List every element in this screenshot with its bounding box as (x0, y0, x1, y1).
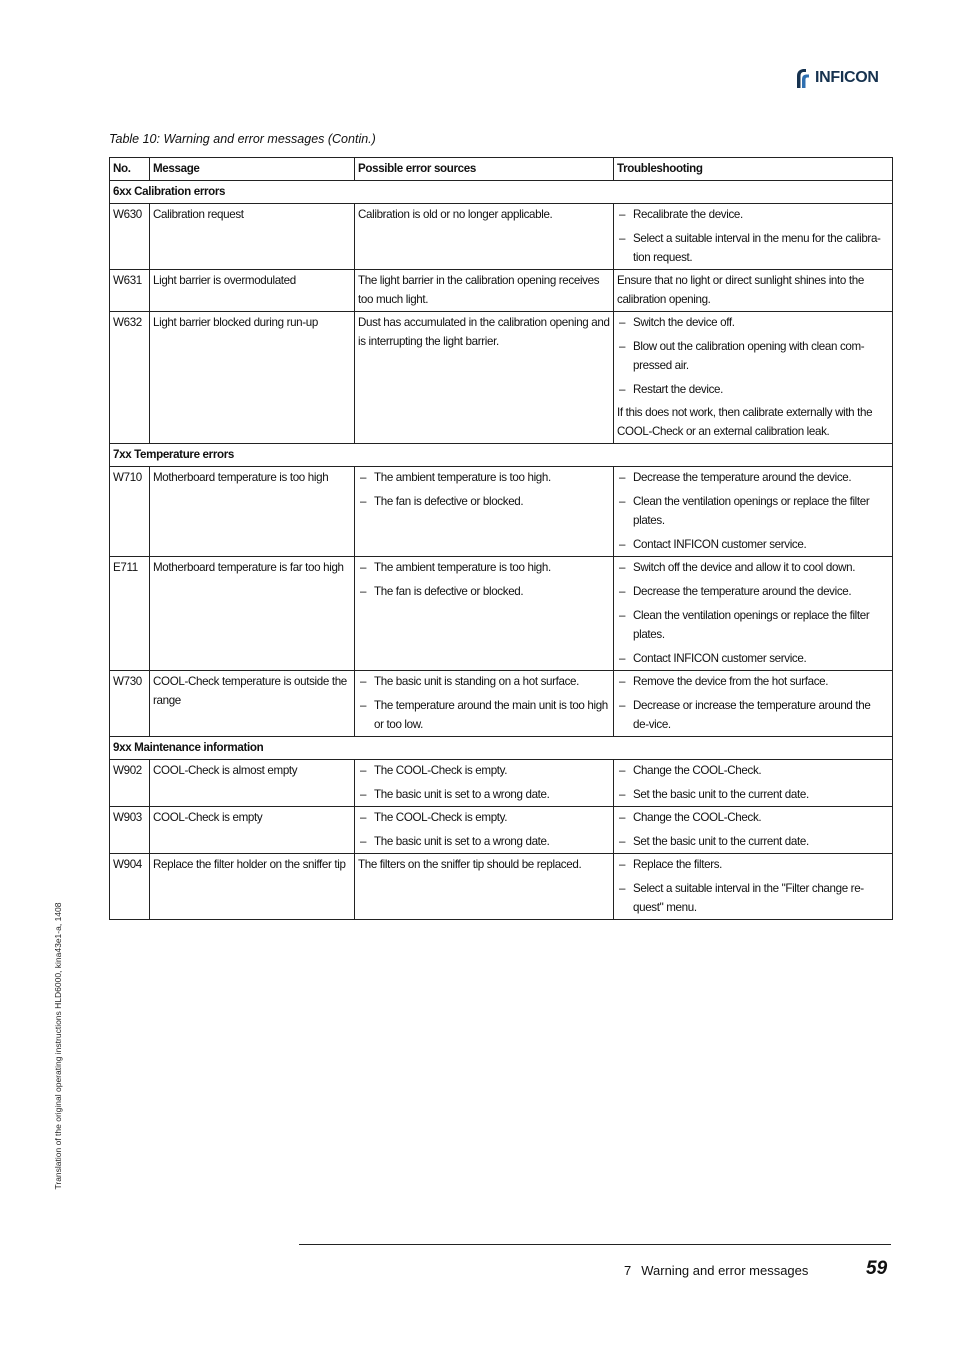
error-sources-cell (355, 270, 614, 312)
message-text: Motherboard temperature is too high (150, 467, 355, 557)
list-item: – Select a suitable interval in the menu for the calibra-tion request. (617, 229, 889, 267)
error-sources-text: Calibration is old or no longer applicable. (358, 208, 553, 221)
section-row (110, 181, 893, 204)
list-item: – Decrease the temperature around the device. (617, 582, 889, 601)
list-item: – Set the basic unit to the current date. (617, 832, 889, 851)
logo-text: INFICON (815, 69, 879, 86)
list-item: – The basic unit is standing on a hot surface. (358, 672, 610, 691)
message-text: COOL-Check is empty (150, 807, 355, 854)
message-code: W630 (110, 204, 150, 270)
error-sources-cell (355, 467, 614, 557)
error-sources-list (358, 672, 610, 734)
message-text: COOL-Check is almost empty (150, 760, 355, 807)
list-item: – Select a suitable interval in the "Filter change re-quest" menu. (617, 879, 889, 917)
error-sources-cell (355, 557, 614, 671)
table-row (110, 270, 893, 312)
troubleshooting-cell (614, 204, 893, 270)
error-sources-list (358, 468, 610, 511)
message-text: Replace the filter holder on the sniffer tip (150, 854, 355, 920)
table-row (110, 807, 893, 854)
message-code: W710 (110, 467, 150, 557)
list-item: – The basic unit is set to a wrong date. (358, 832, 610, 851)
error-sources-cell (355, 671, 614, 737)
troubleshooting-cell (614, 312, 893, 444)
troubleshooting-list (617, 808, 889, 851)
document-reference: Translation of the original operating instructions HLD6000, kina43e1-a, 1408 (53, 902, 63, 1190)
footer-rule (299, 1244, 891, 1245)
list-item: – The temperature around the main unit is too high or too low. (358, 696, 610, 734)
list-item: – Switch off the device and allow it to cool down. (617, 558, 889, 577)
troubleshooting-text: Ensure that no light or direct sunlight shines into the calibration opening. (617, 274, 864, 306)
inficon-logo (793, 67, 879, 89)
table-row (110, 854, 893, 920)
table-row (110, 312, 893, 444)
list-item: – Decrease or increase the temperature around the de-vice. (617, 696, 889, 734)
list-item: – Restart the device. (617, 380, 889, 399)
troubleshooting-note: If this does not work, then calibrate externally with the COOL-Check or an external calibration leak. (617, 406, 873, 438)
list-item: – Blow out the calibration opening with clean com-pressed air. (617, 337, 889, 375)
message-text: Motherboard temperature is far too high (150, 557, 355, 671)
table-row (110, 467, 893, 557)
list-item: – Remove the device from the hot surface. (617, 672, 889, 691)
header-message: Message (150, 158, 355, 181)
footer-chapter (624, 1263, 808, 1278)
message-code: W903 (110, 807, 150, 854)
troubleshooting-list (617, 855, 889, 917)
table-header-row (110, 158, 893, 181)
section-title: 6xx Calibration errors (110, 181, 893, 204)
message-text: COOL-Check temperature is outside the range (150, 671, 355, 737)
list-item: – The ambient temperature is too high. (358, 468, 610, 487)
troubleshooting-list (617, 205, 889, 267)
message-text: Light barrier blocked during run-up (150, 312, 355, 444)
message-text: Calibration request (150, 204, 355, 270)
list-item: – The fan is defective or blocked. (358, 582, 610, 601)
list-item: – The COOL-Check is empty. (358, 761, 610, 780)
list-item: – Clean the ventilation openings or replace the filter plates. (617, 606, 889, 644)
troubleshooting-list (617, 761, 889, 804)
warning-error-table (109, 157, 893, 920)
list-item: – The ambient temperature is too high. (358, 558, 610, 577)
list-item: – Contact INFICON customer service. (617, 649, 889, 668)
section-title: 9xx Maintenance information (110, 737, 893, 760)
troubleshooting-list (617, 313, 889, 399)
error-sources-text: The filters on the sniffer tip should be replaced. (358, 858, 582, 871)
header-no: No. (110, 158, 150, 181)
table-row (110, 557, 893, 671)
list-item: – The COOL-Check is empty. (358, 808, 610, 827)
error-sources-cell (355, 807, 614, 854)
troubleshooting-list (617, 672, 889, 734)
list-item: – Decrease the temperature around the device. (617, 468, 889, 487)
chapter-number: 7 (624, 1263, 632, 1278)
error-sources-cell (355, 760, 614, 807)
message-code: W631 (110, 270, 150, 312)
inficon-logo-icon (793, 67, 813, 89)
troubleshooting-cell (614, 467, 893, 557)
list-item: – Switch the device off. (617, 313, 889, 332)
header-troubleshooting: Troubleshooting (614, 158, 893, 181)
troubleshooting-cell (614, 671, 893, 737)
list-item: – Contact INFICON customer service. (617, 535, 889, 554)
message-code: W632 (110, 312, 150, 444)
error-sources-list (358, 761, 610, 804)
chapter-title: Warning and error messages (641, 1263, 809, 1278)
troubleshooting-cell (614, 854, 893, 920)
error-sources-text: Dust has accumulated in the calibration opening and is interrupting the light barrier. (358, 316, 610, 348)
error-sources-cell (355, 312, 614, 444)
section-row (110, 444, 893, 467)
message-code: E711 (110, 557, 150, 671)
troubleshooting-list (617, 468, 889, 554)
troubleshooting-cell (614, 270, 893, 312)
message-text: Light barrier is overmodulated (150, 270, 355, 312)
troubleshooting-cell (614, 557, 893, 671)
section-row (110, 737, 893, 760)
list-item: – The fan is defective or blocked. (358, 492, 610, 511)
troubleshooting-list (617, 558, 889, 668)
list-item: – The basic unit is set to a wrong date. (358, 785, 610, 804)
table-caption: Table 10: Warning and error messages (Contin.) (109, 132, 376, 146)
error-sources-cell (355, 204, 614, 270)
error-sources-list (358, 558, 610, 601)
message-code: W904 (110, 854, 150, 920)
message-code: W730 (110, 671, 150, 737)
table-row (110, 760, 893, 807)
error-sources-text: The light barrier in the calibration opening receives too much light. (358, 274, 600, 306)
message-code: W902 (110, 760, 150, 807)
list-item: – Set the basic unit to the current date. (617, 785, 889, 804)
table-row (110, 204, 893, 270)
header-sources: Possible error sources (355, 158, 614, 181)
list-item: – Replace the filters. (617, 855, 889, 874)
section-title: 7xx Temperature errors (110, 444, 893, 467)
list-item: – Change the COOL-Check. (617, 761, 889, 780)
list-item: – Change the COOL-Check. (617, 808, 889, 827)
list-item: – Recalibrate the device. (617, 205, 889, 224)
table-row (110, 671, 893, 737)
error-sources-list (358, 808, 610, 851)
troubleshooting-cell (614, 807, 893, 854)
list-item: – Clean the ventilation openings or replace the filter plates. (617, 492, 889, 530)
error-sources-cell (355, 854, 614, 920)
troubleshooting-cell (614, 760, 893, 807)
table-body (110, 181, 893, 920)
page-number: 59 (866, 1258, 888, 1279)
